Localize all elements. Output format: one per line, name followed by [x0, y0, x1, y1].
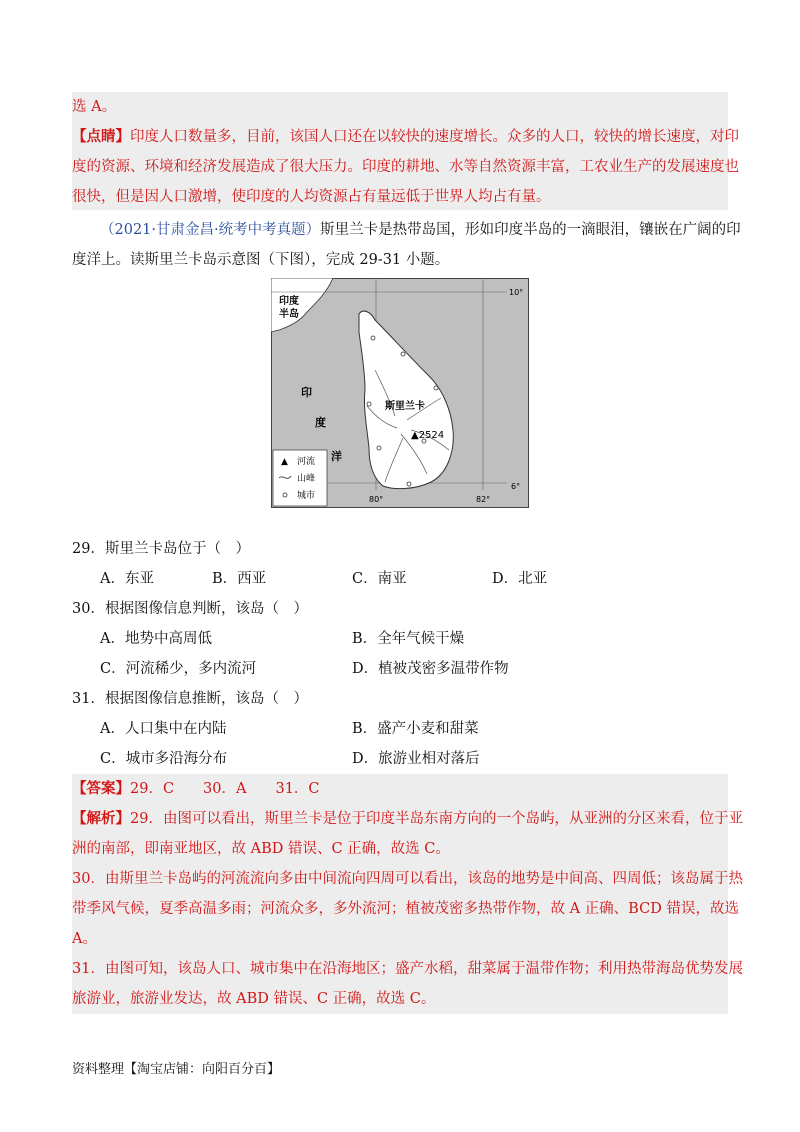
analysis-line-1	[72, 809, 743, 829]
q30-option-d[interactable]: D．植被茂密多温带作物	[352, 661, 509, 677]
q31-option-d[interactable]: D．旅游业相对落后	[352, 751, 480, 767]
analysis-line-7: 旅游业，旅游业发达，故 ABD 错误、C 正确，故选 C。	[72, 991, 436, 1007]
answer-text: 29．C 30．A 31．C	[130, 781, 320, 797]
q31-option-a[interactable]: A．人口集中在内陆	[100, 721, 227, 737]
map-label-india-1: 印度	[279, 296, 299, 307]
legend-label-2: 山峰	[297, 474, 316, 484]
map-label-ocean-2: 度	[315, 416, 326, 429]
map-lon-left: 80°	[369, 495, 384, 504]
question-29-stem: 29．斯里兰卡岛位于（ ）	[72, 541, 250, 557]
q30-option-c[interactable]: C．河流稀少，多内流河	[100, 661, 257, 677]
analysis-line-4: 带季风气候，夏季高温多雨；河流众多，多外流河；植被茂密多热带作物，故 A 正确、BCD 错误，故选	[72, 901, 739, 917]
dianjing-line-2: 度的资源、环境和经济发展造成了很大压力。印度的耕地、水等自然资源丰富，工农业生产的发展速度也	[72, 159, 739, 175]
map-lon-right: 82°	[476, 495, 491, 504]
map-label-ocean-1: 印	[301, 386, 312, 399]
legend-city-icon	[283, 493, 287, 497]
dianjing-line-1	[72, 127, 739, 147]
question-31-stem: 31．根据图像信息推断，该岛（ ）	[72, 691, 308, 707]
legend-label-1: 河流	[297, 457, 316, 467]
map-label-srilanka: 斯里兰卡	[385, 401, 425, 412]
map-label-india-2: 半岛	[279, 309, 299, 320]
question-source: （2021·甘肃金昌·统考中考真题）	[100, 222, 321, 238]
analysis-text-1: 29．由图可以看出，斯里兰卡是位于印度半岛东南方向的一个岛屿，从亚洲的分区来看，位于亚	[130, 811, 743, 827]
sri-lanka-map	[271, 278, 529, 508]
map-lat-bottom: 6°	[511, 482, 521, 491]
q29-option-b[interactable]: B．西亚	[212, 571, 267, 587]
intro-line-1	[100, 220, 741, 240]
dianjing-line-3: 很快，但是因人口激增，使印度的人均资源占有量远低于世界人均占有量。	[72, 189, 551, 205]
q31-option-c[interactable]: C．城市多沿海分布	[100, 751, 228, 767]
answer-line	[72, 779, 320, 799]
map-lat-top: 10°	[509, 288, 524, 297]
q29-option-c[interactable]: C．南亚	[352, 571, 407, 587]
q30-option-a[interactable]: A．地势中高周低	[100, 631, 212, 647]
analysis-line-2: 洲的南部，即南亚地区，故 ABD 错误、C 正确，故选 C。	[72, 841, 450, 857]
q31-option-b[interactable]: B．盛产小麦和甜菜	[352, 721, 479, 737]
answer-tail: 选 A。	[72, 99, 117, 115]
q30-option-b[interactable]: B．全年气候干燥	[352, 631, 465, 647]
legend-triangle-icon: ▲	[281, 457, 288, 467]
q29-option-d[interactable]: D．北亚	[492, 571, 548, 587]
map-peak-elevation: ▲2524	[411, 430, 445, 441]
map-label-ocean-3: 洋	[331, 450, 342, 463]
intro-text-1: 斯里兰卡是热带岛国，形如印度半岛的一滴眼泪，镶嵌在广阔的印	[320, 222, 741, 238]
dianjing-text-1: 印度人口数量多，目前，该国人口还在以较快的速度增长。众多的人口，较快的增长速度，对印	[130, 129, 739, 145]
analysis-tag: 【解析】	[72, 810, 130, 827]
analysis-line-5: A。	[72, 931, 97, 947]
intro-line-2: 度洋上。读斯里兰卡岛示意图（下图），完成 29-31 小题。	[72, 252, 450, 268]
legend-label-3: 城市	[297, 491, 316, 501]
question-30-stem: 30．根据图像信息判断，该岛（ ）	[72, 601, 308, 617]
analysis-line-3: 30．由斯里兰卡岛屿的河流流向多由中间流向四周可以看出，该岛的地势是中间高、四周低；该岛属于热	[72, 871, 743, 887]
q29-option-a[interactable]: A．东亚	[100, 571, 154, 587]
footer-credit: 资料整理【淘宝店铺：向阳百分百】	[72, 1062, 281, 1077]
analysis-line-6: 31．由图可知，该岛人口、城市集中在沿海地区；盛产水稻，甜菜属于温带作物；利用热带海岛优势发展	[72, 961, 743, 977]
dianjing-tag: 【点睛】	[72, 128, 130, 145]
answer-tag: 【答案】	[72, 780, 130, 797]
